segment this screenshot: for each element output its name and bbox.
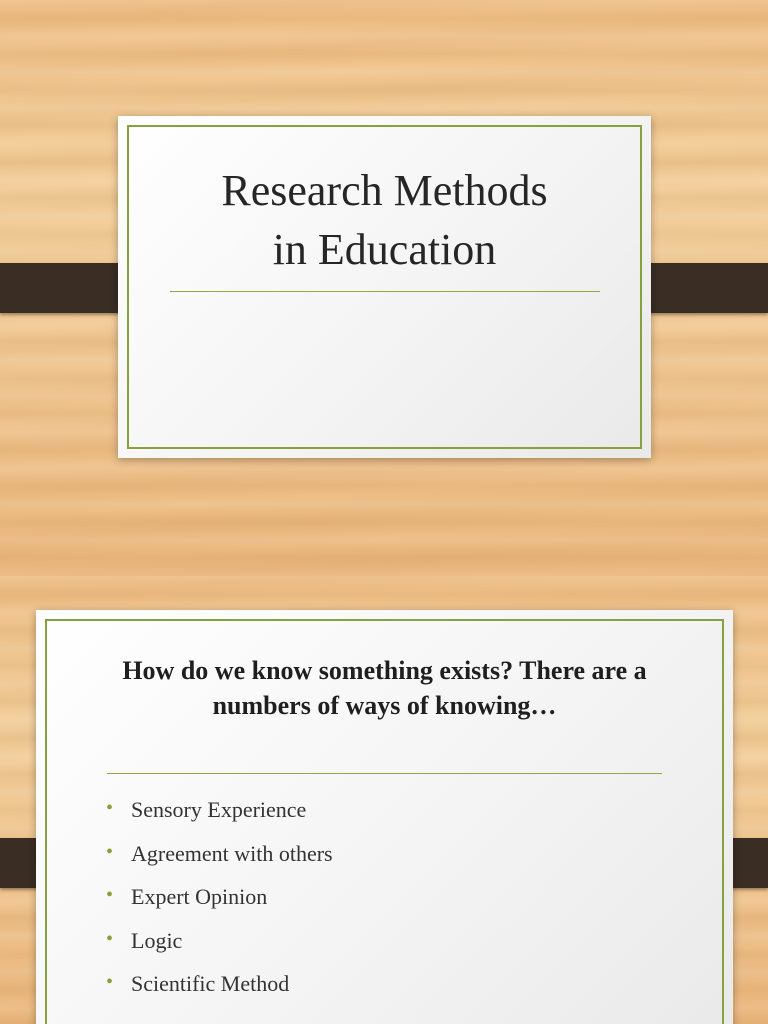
content-card	[36, 610, 733, 1024]
bullet-list	[106, 788, 333, 1006]
list-item-text: Expert Opinion	[131, 884, 268, 909]
title-card	[118, 116, 651, 458]
title-divider	[170, 291, 600, 292]
list-item	[106, 832, 333, 876]
bullet-dot-icon: •	[106, 927, 114, 950]
list-item-text: Logic	[131, 927, 183, 953]
list-item-text: Scientific Method	[131, 971, 290, 996]
list-item-text: Sensory Experience	[131, 797, 307, 822]
heading-divider	[107, 773, 662, 774]
list-item-text: Agreement with others	[131, 840, 333, 866]
bullet-dot-icon: •	[106, 971, 114, 993]
list-item	[106, 788, 333, 832]
list-item	[106, 875, 333, 919]
list-item	[106, 919, 333, 963]
bullet-dot-icon: •	[106, 840, 114, 863]
list-item	[106, 962, 333, 1006]
slide-2	[0, 576, 768, 1024]
bullet-dot-icon: •	[106, 884, 114, 906]
bullet-dot-icon: •	[106, 797, 114, 819]
slide-heading: How do we know something exists? There are a numbers of ways of knowing…	[122, 656, 647, 720]
slide-title: Research Methods in Education	[221, 166, 548, 274]
